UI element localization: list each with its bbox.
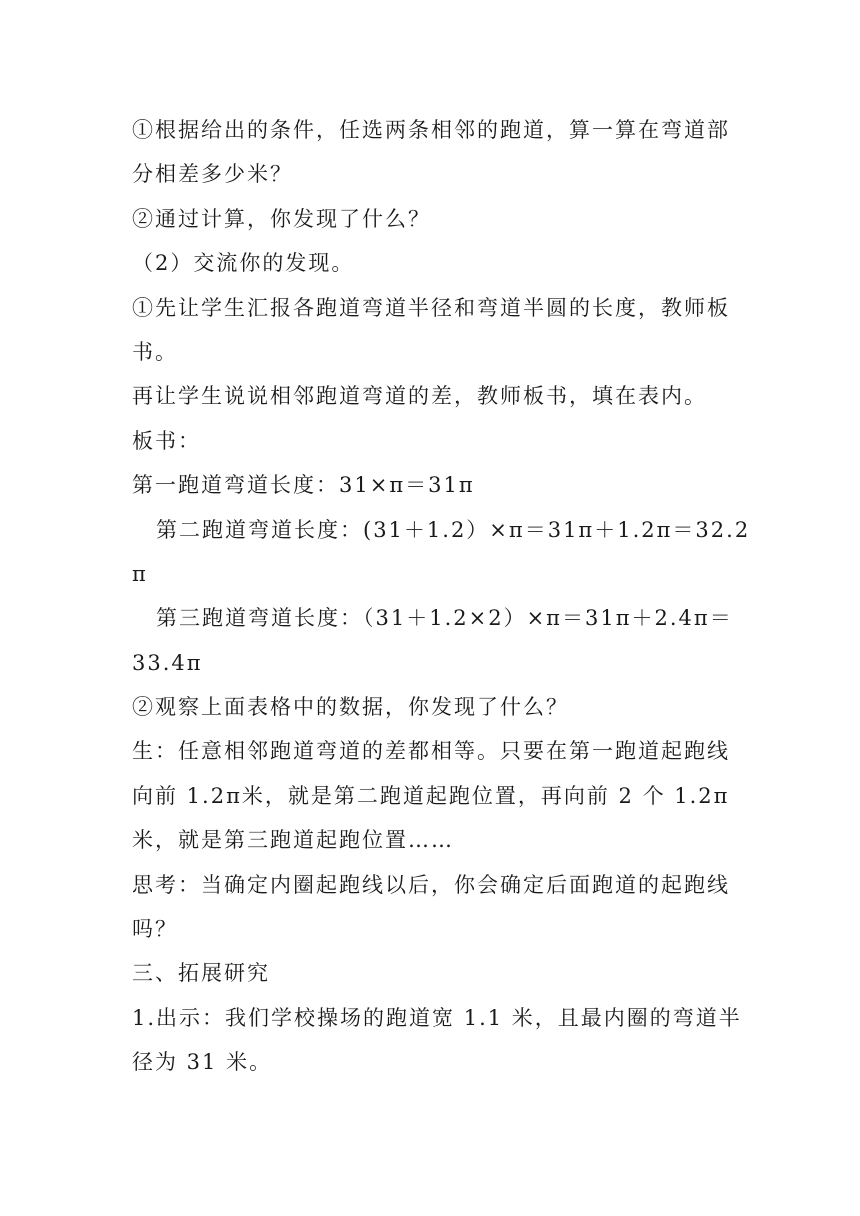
document-body [132,108,751,1085]
paragraph-line: ②观察上面表格中的数据，你发现了什么？ [132,695,569,720]
section-subheading: （2）交流你的发现。 [132,251,355,276]
paragraph-line: ①先让学生汇报各跑道弯道半径和弯道半圆的长度，教师板 [132,295,730,320]
paragraph-line: 吗？ [132,917,178,942]
paragraph-line: ②通过计算，你发现了什么？ [132,206,431,231]
section-heading: 三、拓展研究 [132,961,270,986]
paragraph-line: 再让学生说说相邻跑道弯道的差，教师板书，填在表内。 [132,384,707,409]
paragraph-line: 米，就是第三跑道起跑位置…… [132,828,454,853]
paragraph-line: 分相差多少米？ [132,162,293,187]
formula-line: 第三跑道弯道长度：（31＋1.2×2）×π＝31π＋2.4π＝ [156,606,733,631]
board-label: 板书： [132,428,201,453]
paragraph-line: 生：任意相邻跑道弯道的差都相等。只要在第一跑道起跑线 [132,739,730,764]
formula-line: 第二跑道弯道长度：(31＋1.2）×π＝31π＋1.2π＝32.2 [156,517,751,542]
paragraph-line: 思考：当确定内圈起跑线以后，你会确定后面跑道的起跑线 [132,872,730,897]
paragraph-line: 1.出示：我们学校操场的跑道宽 1.1 米，且最内圈的弯道半 [132,1005,742,1030]
paragraph-line: 径为 31 米。 [132,1050,273,1075]
formula-line: π [132,561,148,586]
paragraph-line: 书。 [132,339,178,364]
formula-line: 33.4π [132,650,203,675]
paragraph-line: 向前 1.2π米，就是第二跑道起跑位置，再向前 2 个 1.2π [132,783,730,808]
formula-line: 第一跑道弯道长度：31×π＝31π [132,473,475,498]
paragraph-line: ①根据给出的条件，任选两条相邻的跑道，算一算在弯道部 [132,118,730,142]
